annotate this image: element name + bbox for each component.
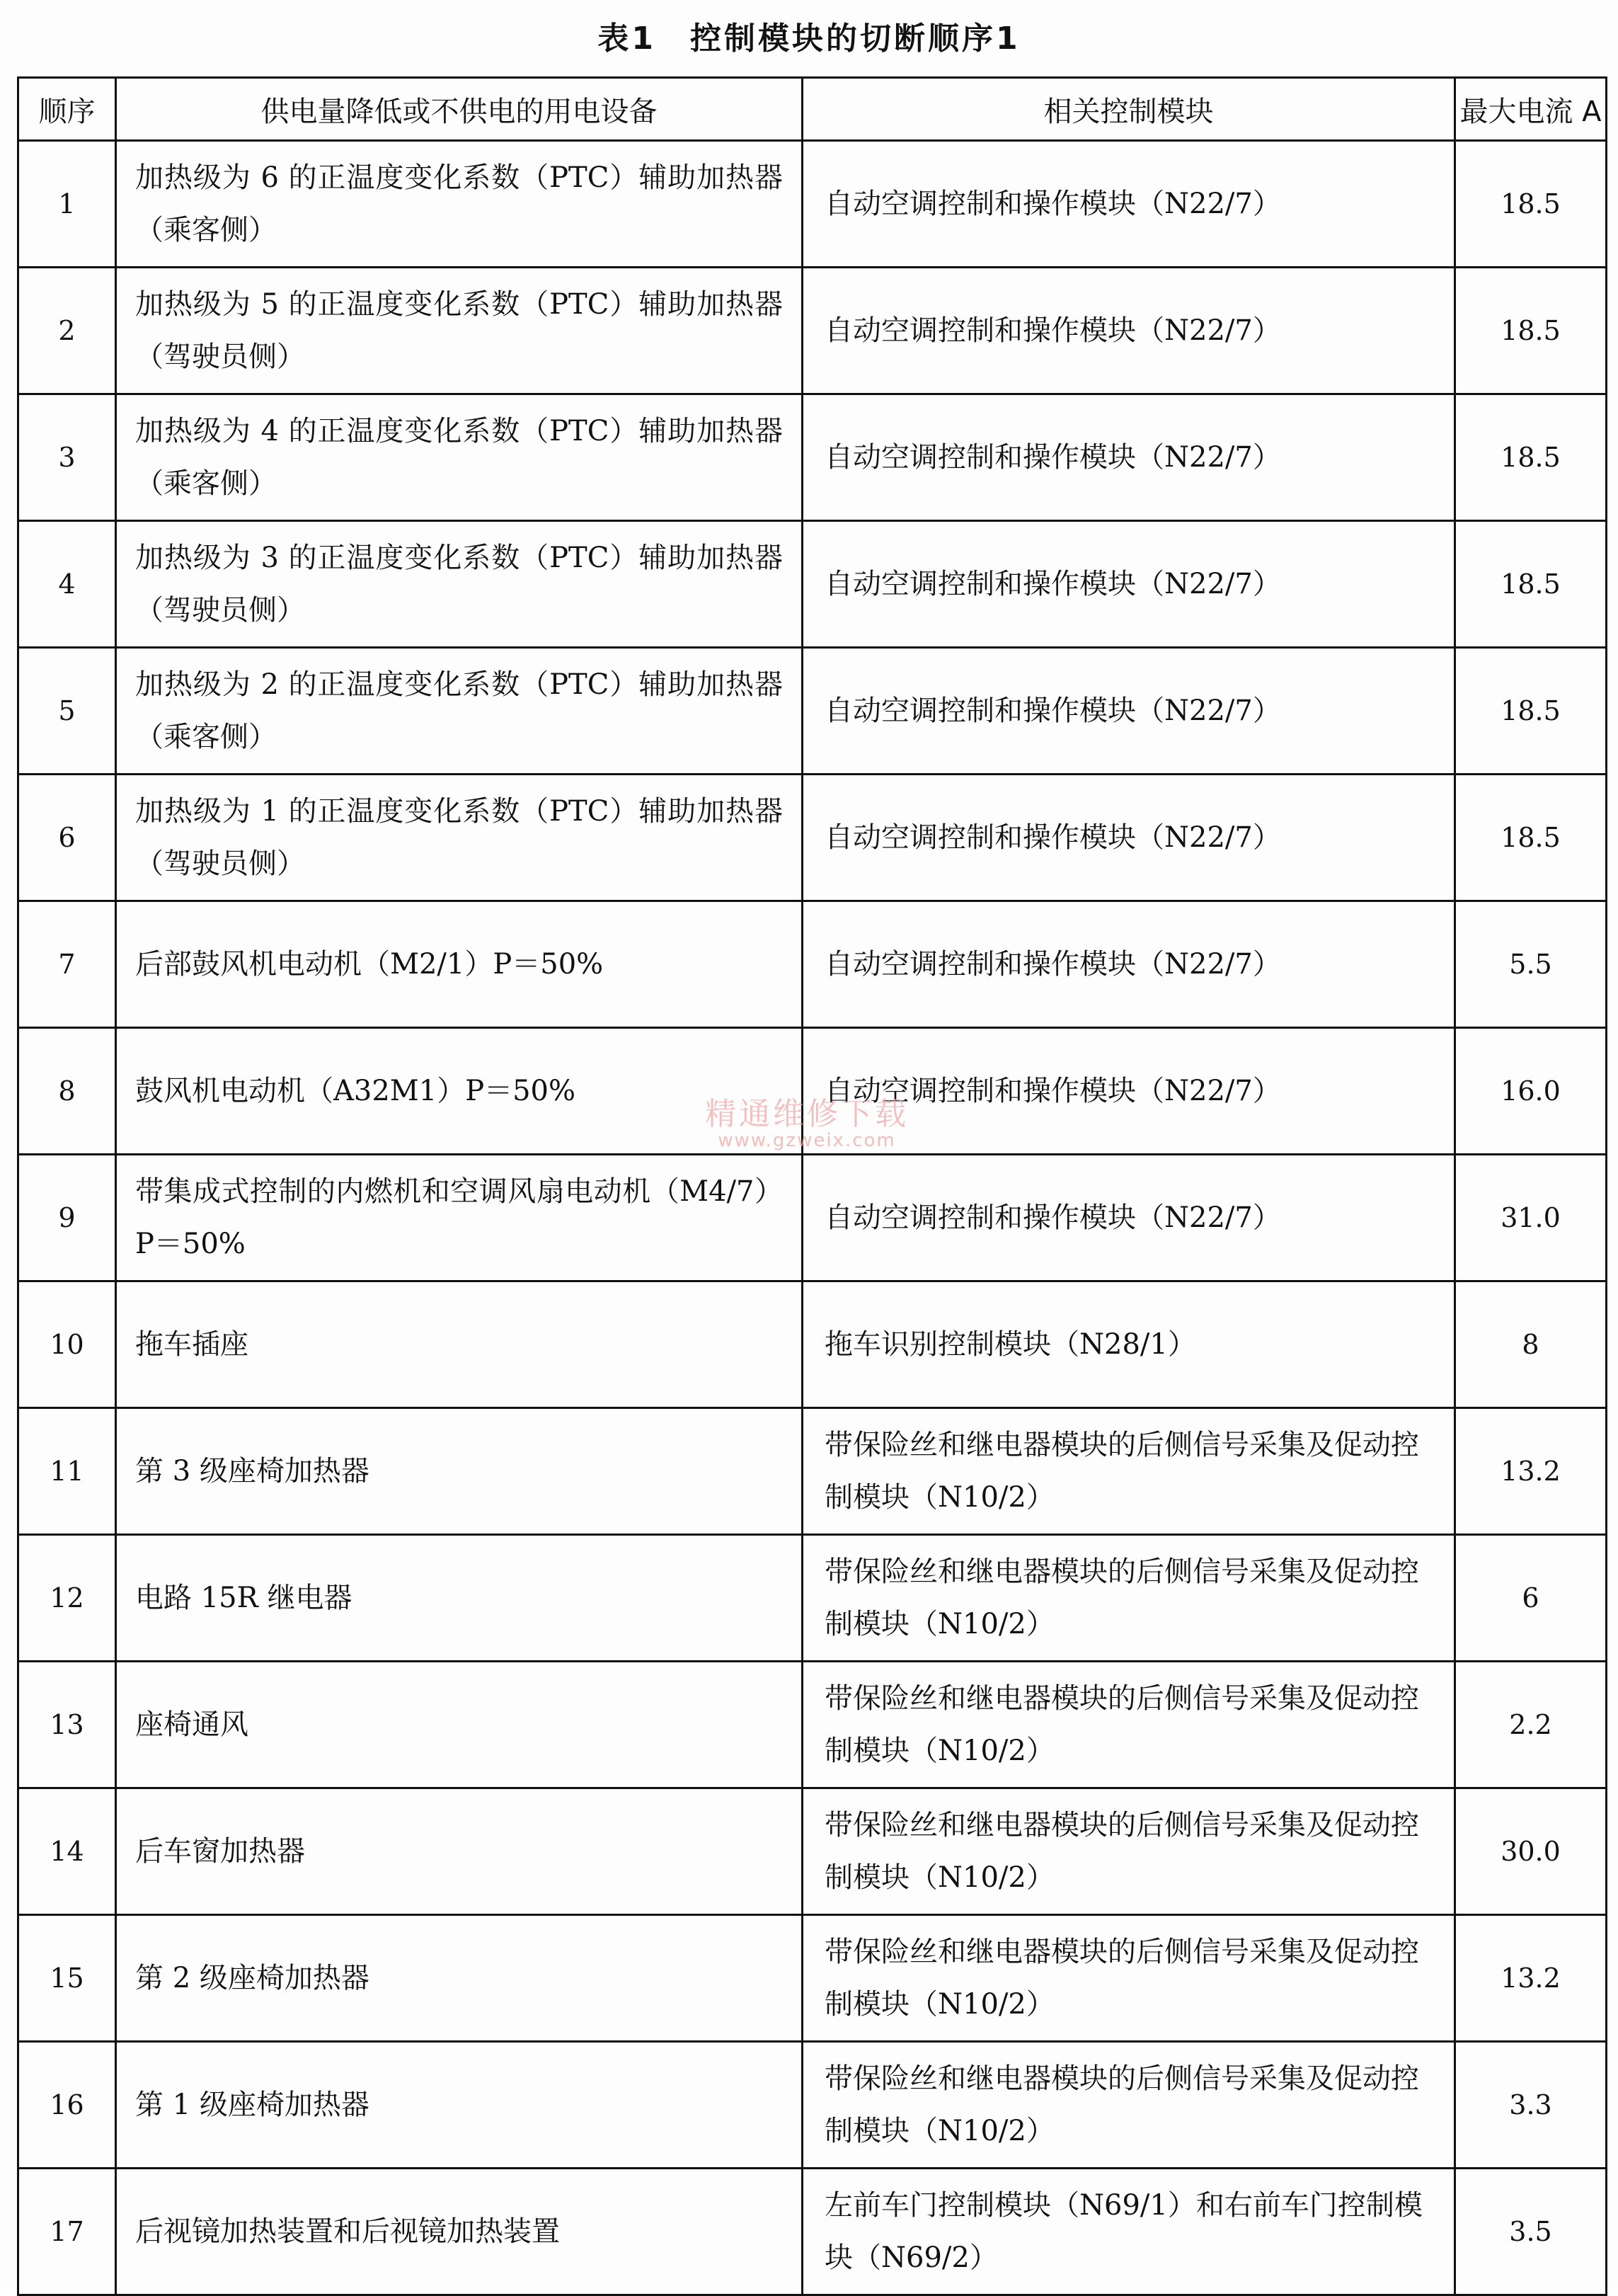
cell-seq: 7 [18, 901, 116, 1028]
watermark-text: 精通维修下载 [705, 1096, 909, 1132]
header-seq: 顺序 [18, 78, 116, 141]
table-row [18, 2042, 1607, 2169]
cutoff-order-table [17, 76, 1607, 2296]
cell-current: 18.5 [1455, 521, 1607, 648]
table-header-row [18, 78, 1607, 141]
cell-module: 带保险丝和继电器模块的后侧信号采集及促动控制模块（N10/2） [803, 1408, 1455, 1535]
cell-device: 鼓风机电动机（A32M1）P＝50% [116, 1028, 803, 1155]
table-row [18, 1408, 1607, 1535]
table-row [18, 901, 1607, 1028]
cell-module: 带保险丝和继电器模块的后侧信号采集及促动控制模块（N10/2） [803, 2042, 1455, 2169]
cell-device: 带集成式控制的内燃机和空调风扇电动机（M4/7）P＝50% [116, 1155, 803, 1281]
cell-device: 加热级为 3 的正温度变化系数（PTC）辅助加热器（驾驶员侧） [116, 521, 803, 648]
cell-current: 5.5 [1455, 901, 1607, 1028]
table-row [18, 1662, 1607, 1788]
cell-module: 拖车识别控制模块（N28/1） [803, 1281, 1455, 1408]
cell-seq: 15 [18, 1915, 116, 2042]
cell-current: 18.5 [1455, 394, 1607, 521]
cell-seq: 11 [18, 1408, 116, 1535]
cell-module: 自动空调控制和操作模块（N22/7） [803, 901, 1455, 1028]
cell-current: 18.5 [1455, 268, 1607, 394]
cell-seq: 10 [18, 1281, 116, 1408]
cell-device: 座椅通风 [116, 1662, 803, 1788]
cell-current: 18.5 [1455, 775, 1607, 901]
cell-current: 31.0 [1455, 1155, 1607, 1281]
cell-module: 自动空调控制和操作模块（N22/7） [803, 648, 1455, 775]
cell-current: 3.3 [1455, 2042, 1607, 2169]
cell-current: 30.0 [1455, 1788, 1607, 1915]
cell-device: 加热级为 5 的正温度变化系数（PTC）辅助加热器（驾驶员侧） [116, 268, 803, 394]
cell-device: 电路 15R 继电器 [116, 1535, 803, 1662]
cell-module: 左前车门控制模块（N69/1）和右前车门控制模块（N69/2） [803, 2169, 1455, 2295]
cell-seq: 13 [18, 1662, 116, 1788]
cell-current: 2.2 [1455, 1662, 1607, 1788]
cell-device: 第 3 级座椅加热器 [116, 1408, 803, 1535]
table-row [18, 394, 1607, 521]
table-row [18, 1535, 1607, 1662]
header-device: 供电量降低或不供电的用电设备 [116, 78, 803, 141]
cell-module: 自动空调控制和操作模块（N22/7） [803, 1028, 1455, 1155]
cell-device: 后车窗加热器 [116, 1788, 803, 1915]
cell-seq: 17 [18, 2169, 116, 2295]
cell-device: 拖车插座 [116, 1281, 803, 1408]
table-row [18, 1281, 1607, 1408]
header-module: 相关控制模块 [803, 78, 1455, 141]
cell-seq: 1 [18, 141, 116, 268]
table-row [18, 648, 1607, 775]
table-row [18, 1155, 1607, 1281]
cell-device: 加热级为 1 的正温度变化系数（PTC）辅助加热器（驾驶员侧） [116, 775, 803, 901]
cell-seq: 16 [18, 2042, 116, 2169]
cell-module: 带保险丝和继电器模块的后侧信号采集及促动控制模块（N10/2） [803, 1915, 1455, 2042]
cell-seq: 2 [18, 268, 116, 394]
table-row [18, 775, 1607, 901]
cell-current: 18.5 [1455, 648, 1607, 775]
cell-module: 自动空调控制和操作模块（N22/7） [803, 268, 1455, 394]
cell-module: 自动空调控制和操作模块（N22/7） [803, 141, 1455, 268]
cell-device: 后部鼓风机电动机（M2/1）P＝50% [116, 901, 803, 1028]
table-row [18, 1915, 1607, 2042]
cell-current: 6 [1455, 1535, 1607, 1662]
cell-seq: 14 [18, 1788, 116, 1915]
cell-current: 18.5 [1455, 141, 1607, 268]
cell-device: 加热级为 2 的正温度变化系数（PTC）辅助加热器（乘客侧） [116, 648, 803, 775]
cell-device: 第 2 级座椅加热器 [116, 1915, 803, 2042]
cell-seq: 5 [18, 648, 116, 775]
cell-seq: 6 [18, 775, 116, 901]
cell-module: 带保险丝和继电器模块的后侧信号采集及促动控制模块（N10/2） [803, 1788, 1455, 1915]
table-container [17, 76, 1605, 2274]
watermark-url: www.gzweix.com [718, 1130, 896, 1151]
cell-device: 第 1 级座椅加热器 [116, 2042, 803, 2169]
table-row [18, 2169, 1607, 2295]
table-row [18, 521, 1607, 648]
cell-module: 自动空调控制和操作模块（N22/7） [803, 775, 1455, 901]
cell-module: 自动空调控制和操作模块（N22/7） [803, 521, 1455, 648]
table-row [18, 1788, 1607, 1915]
cell-seq: 8 [18, 1028, 116, 1155]
table-row [18, 1028, 1607, 1155]
cell-device: 加热级为 4 的正温度变化系数（PTC）辅助加热器（乘客侧） [116, 394, 803, 521]
table-title: 表1 控制模块的切断顺序1 [597, 21, 1021, 57]
table-row [18, 141, 1607, 268]
cell-seq: 3 [18, 394, 116, 521]
header-current: 最大电流 A [1455, 78, 1607, 141]
cell-module: 自动空调控制和操作模块（N22/7） [803, 1155, 1455, 1281]
cell-current: 16.0 [1455, 1028, 1607, 1155]
cell-module: 带保险丝和继电器模块的后侧信号采集及促动控制模块（N10/2） [803, 1662, 1455, 1788]
cell-current: 3.5 [1455, 2169, 1607, 2295]
cell-seq: 12 [18, 1535, 116, 1662]
cell-module: 自动空调控制和操作模块（N22/7） [803, 394, 1455, 521]
table-row [18, 268, 1607, 394]
cell-current: 13.2 [1455, 1915, 1607, 2042]
cell-device: 加热级为 6 的正温度变化系数（PTC）辅助加热器（乘客侧） [116, 141, 803, 268]
cell-module: 带保险丝和继电器模块的后侧信号采集及促动控制模块（N10/2） [803, 1535, 1455, 1662]
cell-seq: 9 [18, 1155, 116, 1281]
cell-current: 8 [1455, 1281, 1607, 1408]
cell-device: 后视镜加热装置和后视镜加热装置 [116, 2169, 803, 2295]
cell-seq: 4 [18, 521, 116, 648]
cell-current: 13.2 [1455, 1408, 1607, 1535]
